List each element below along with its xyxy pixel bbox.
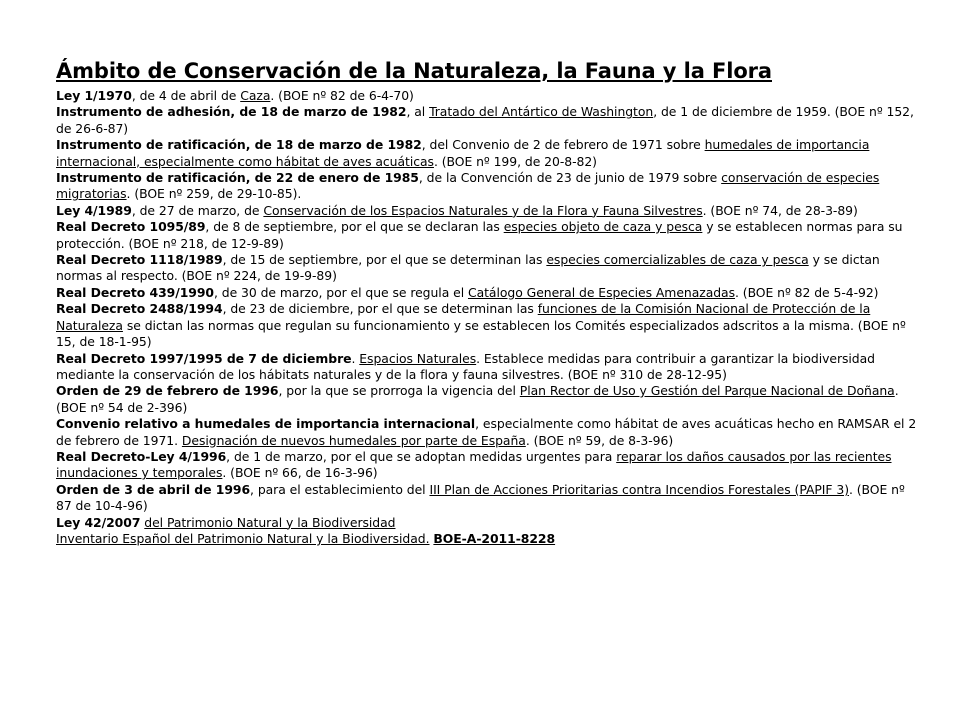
legislation-entry bbox=[56, 219, 922, 252]
legislation-entry bbox=[56, 515, 922, 531]
entry-reference: Real Decreto 1118/1989 bbox=[56, 252, 223, 268]
entry-text-tail: . Establece medidas para contribuir a garantizar la biodiversidad mediante la conservación de los hábitats naturales y de la flora y fauna silvestres. (BOE nº 310 de 28-12-95) bbox=[56, 350, 875, 382]
entry-text-tail: . (BOE nº 82 de 5-4-92) bbox=[735, 284, 879, 300]
inventario-link[interactable]: Inventario Español del Patrimonio Natural y la Biodiversidad. bbox=[56, 530, 430, 546]
entry-link[interactable]: Designación de nuevos humedales por parte de España bbox=[181, 432, 526, 448]
entry-reference: Ley 1/1970 bbox=[56, 88, 132, 103]
entry-text: , de 27 de marzo, de bbox=[131, 202, 264, 218]
legislation-entry bbox=[56, 301, 922, 350]
legislation-entry bbox=[56, 449, 922, 482]
entry-text: , del Convenio de 2 de febrero de 1971 sobre bbox=[421, 137, 705, 153]
entry-text: . bbox=[351, 350, 360, 366]
entry-text-tail: . (BOE nº 87 de 10-4-96) bbox=[56, 481, 905, 514]
entry-reference: Ley 4/1989 bbox=[56, 202, 132, 218]
entry-link[interactable]: Plan Rector de Uso y Gestión del Parque Nacional de Doñana bbox=[519, 383, 895, 399]
entry-text-tail: se dictan las normas que regulan su funcionamiento y se establecen los Comités especializados adscritos a la misma. (BOE nº 15, de 18-1-95) bbox=[56, 317, 906, 350]
legislation-entry-inventario bbox=[56, 531, 922, 547]
entry-reference: Ley 42/2007 bbox=[56, 514, 141, 530]
document-body bbox=[56, 56, 922, 547]
entry-reference: Orden de 3 de abril de 1996 bbox=[56, 481, 251, 497]
legislation-entry bbox=[56, 351, 922, 384]
legislation-entry bbox=[56, 416, 922, 449]
boe-reference: BOE-A-2011-8228 bbox=[433, 530, 556, 546]
entry-link[interactable]: reparar los daños causados por las recientes inundaciones y temporales bbox=[56, 448, 892, 481]
entry-reference: Real Decreto-Ley 4/1996 bbox=[56, 448, 227, 464]
entry-text-tail: . (BOE nº 74, de 28-3-89) bbox=[702, 202, 858, 218]
entry-text: , especialmente como hábitat de aves acuáticas hecho en RAMSAR el 2 de febrero de 1971. bbox=[56, 416, 917, 448]
legislation-list bbox=[56, 88, 922, 531]
entry-text-tail: . (BOE nº 59, de 8-3-96) bbox=[525, 432, 674, 448]
entry-text-tail: . (BOE nº 259, de 29-10-85). bbox=[126, 186, 302, 202]
legislation-entry bbox=[56, 137, 922, 170]
entry-text: , de 1 de marzo, por el que se adoptan medidas urgentes para bbox=[226, 448, 617, 464]
entry-link[interactable]: Tratado del Antártico de Washington bbox=[429, 104, 654, 120]
entry-text: , de 15 de septiembre, por el que se determinan las bbox=[222, 252, 547, 268]
entry-reference: Real Decreto 439/1990 bbox=[56, 284, 214, 300]
entry-reference: Real Decreto 1997/1995 de 7 de diciembre bbox=[56, 350, 352, 366]
entry-link[interactable]: especies comercializables de caza y pesca bbox=[546, 252, 809, 268]
entry-text-tail: . (BOE nº 199, de 20-8-82) bbox=[433, 153, 597, 169]
entry-text-tail: , de 1 de diciembre de 1959. (BOE nº 152, de 26-6-87) bbox=[56, 104, 914, 136]
entry-link[interactable]: especies objeto de caza y pesca bbox=[503, 219, 703, 235]
legislation-entry bbox=[56, 203, 922, 219]
entry-text: , al bbox=[406, 104, 430, 120]
entry-text: , de 8 de septiembre, por el que se declaran las bbox=[205, 219, 504, 235]
entry-link[interactable]: Conservación de los Espacios Naturales y de la Flora y Fauna Silvestres bbox=[263, 202, 703, 218]
entry-text: , de 4 de abril de bbox=[131, 88, 241, 103]
entry-link[interactable]: Catálogo General de Especies Amenazadas bbox=[467, 284, 736, 300]
legislation-entry bbox=[56, 252, 922, 285]
boe-reference-link[interactable] bbox=[433, 531, 555, 546]
entry-reference: Instrumento de adhesión, de 18 de marzo de 1982 bbox=[56, 104, 407, 120]
entry-link[interactable]: conservación de especies migratorias bbox=[56, 170, 880, 202]
entry-text-tail: . (BOE nº 82 de 6-4-70) bbox=[270, 88, 414, 103]
legislation-entry bbox=[56, 88, 922, 104]
legislation-entry bbox=[56, 482, 922, 515]
entry-text-tail: . (BOE nº 66, de 16-3-96) bbox=[222, 465, 378, 481]
entry-reference: Orden de 29 de febrero de 1996 bbox=[56, 383, 279, 399]
entry-reference: Instrumento de ratificación, de 18 de marzo de 1982 bbox=[56, 137, 422, 153]
entry-link[interactable]: del Patrimonio Natural y la Biodiversidad bbox=[144, 514, 396, 530]
entry-text: , por la que se prorroga la vigencia del bbox=[278, 383, 520, 399]
entry-link[interactable]: Caza bbox=[240, 88, 271, 103]
page-title: Ámbito de Conservación de la Naturaleza, la Fauna y la Flora bbox=[56, 59, 772, 83]
entry-text: , de 23 de diciembre, por el que se determinan las bbox=[222, 301, 538, 317]
entry-text-tail: y se dictan normas al respecto. (BOE nº 224, de 19-9-89) bbox=[56, 252, 880, 284]
entry-link[interactable]: Espacios Naturales bbox=[359, 350, 477, 366]
entry-text-tail: . (BOE nº 54 de 2-396) bbox=[56, 383, 899, 415]
entry-reference: Instrumento de ratificación, de 22 de enero de 1985 bbox=[56, 170, 419, 186]
entry-reference: Convenio relativo a humedales de importancia internacional bbox=[56, 416, 476, 432]
entry-text: , de la Convención de 23 de junio de 1979 sobre bbox=[418, 170, 722, 186]
entry-reference: Real Decreto 1095/89 bbox=[56, 219, 206, 235]
legislation-entry bbox=[56, 170, 922, 203]
entry-link[interactable]: funciones de la Comisión Nacional de Protección de la Naturaleza bbox=[56, 301, 871, 333]
entry-text: , de 30 de marzo, por el que se regula el bbox=[214, 284, 468, 300]
entry-text: , para el establecimiento del bbox=[250, 481, 430, 497]
entry-text-tail: y se establecen normas para su protección. (BOE nº 218, de 12-9-89) bbox=[56, 219, 903, 251]
entry-reference: Real Decreto 2488/1994 bbox=[56, 301, 223, 317]
entry-link[interactable]: III Plan de Acciones Prioritarias contra Incendios Forestales (PAPIF 3) bbox=[429, 481, 849, 497]
legislation-entry bbox=[56, 383, 922, 416]
legislation-entry bbox=[56, 104, 922, 137]
entry-link[interactable]: humedales de importancia internacional, especialmente como hábitat de aves acuáticas bbox=[56, 137, 870, 169]
legislation-entry bbox=[56, 285, 922, 301]
